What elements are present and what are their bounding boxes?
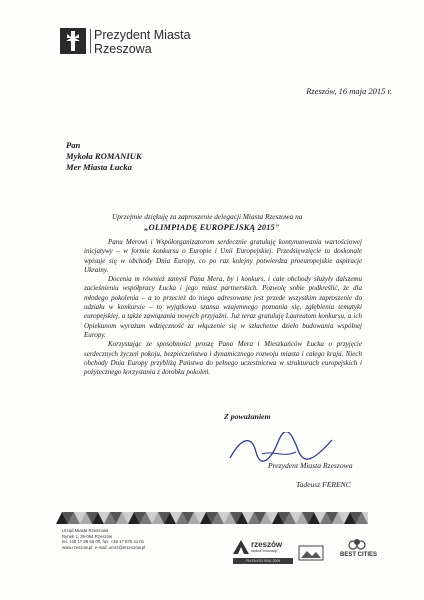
iso-certificate-bar: PN-EN ISO 9001:2009 (233, 558, 293, 564)
letter-body (84, 238, 362, 377)
letterhead-line-2: Rzeszowa (94, 42, 152, 56)
footer-address-line: Urząd Miasta Rzeszowa (62, 528, 109, 533)
paragraph-3: Korzystając ze sposobności proszę Pana Mera i Mieszkańców Łucka o przyjęcie serdecznych życzeń pokoju, bezpieczeństwa i dynamicznego rozwoju miasta i całego kraju. Niech obchody Dnia Europy przybliżą Państwa do pełnego uczestnictwa w strukturach europejskich i pożytecznego korzystania z dorobku pokoleń. (84, 340, 362, 377)
addressee-block (66, 140, 142, 173)
letter-date: Rzeszów, 16 maja 2015 r. (306, 86, 392, 96)
paragraph-1: Panu Merowi i Współorganizatorom serdecznie gratuluję kontynuowania wartościowej inicjatywy – w formie konkursu o Europie i Unii Europejskiej. Przedsięwzięcie to doskonale wpisuje się w obchody Dnia Europy, co po raz kolejny potwierdza proeuropejskie aspiracje Ukrainy. (84, 238, 362, 274)
addressee-salutation: Pan (66, 140, 81, 150)
rzeszow-innovation-logo (233, 540, 295, 566)
city-cross-emblem-icon (60, 28, 86, 54)
rzeszow-mark-icon (233, 540, 249, 554)
footer-address-line: www.rzeszow.pl, e-mail: umrz@erzeszow.pl (62, 544, 146, 550)
partner-logo-icon (298, 544, 324, 564)
footer-address (62, 528, 145, 550)
signature-title: Prezydent Miasta Rzeszowa (268, 461, 353, 470)
letterhead (94, 28, 191, 56)
closing-regards: Z poważaniem (224, 412, 271, 421)
letterhead-divider (90, 29, 91, 53)
paragraph-2: Docenia m również zamysł Pana Mera, by i konkurs, i całe obchody służyły dalszemu zacieśnieniu współpracy Łucka i jego miast partnerskich. Pozwolę sobie podkreślić, że dla młodego pokolenia – a to przecież do niego adresowane jest przede wszystkim zaproszenie do udziału w konkursie – to wyjątkowa szansa wzajemnego poznania się, zgłębienia tematyki europejskiej, a także zawiązania nowych przyjaźni. Już teraz gratuluję Laureatom konkursu, a ich Opiekunom wyrażam wdzięczność za włączenie się w szlachetne dzieło budowania wspólnej Europy. (84, 275, 362, 339)
rzeszow-logo-name: rzeszów (251, 540, 283, 549)
addressee-title: Mer Miasta Łucka (66, 162, 132, 172)
event-title: „OLIMPIADĘ EUROPEJSKĄ 2015" (144, 223, 280, 232)
signature-name: Tadeusz FERENC (296, 480, 351, 489)
footer-address-line: Rynek 1, 35-064 Rzeszów (62, 533, 113, 539)
best-cities-mark-icon (347, 538, 367, 552)
intro-line: Uprzejmie dziękuję za zaproszenie delegacji Miasta Rzeszowa na (112, 212, 303, 221)
footer-address-line: tel. +48 17 88 55 00, fax. +48 17 875 41 01 (62, 539, 145, 545)
addressee-name: Mykoła ROMANIUK (66, 151, 142, 161)
best-cities-label: BEST CITIES (340, 552, 378, 558)
rzeszow-logo-tagline: stolica innowacji (251, 549, 277, 553)
decorative-triangle-pattern (56, 506, 368, 524)
letterhead-line-1: Prezydent Miasta (94, 28, 191, 42)
best-cities-logo (340, 538, 378, 564)
